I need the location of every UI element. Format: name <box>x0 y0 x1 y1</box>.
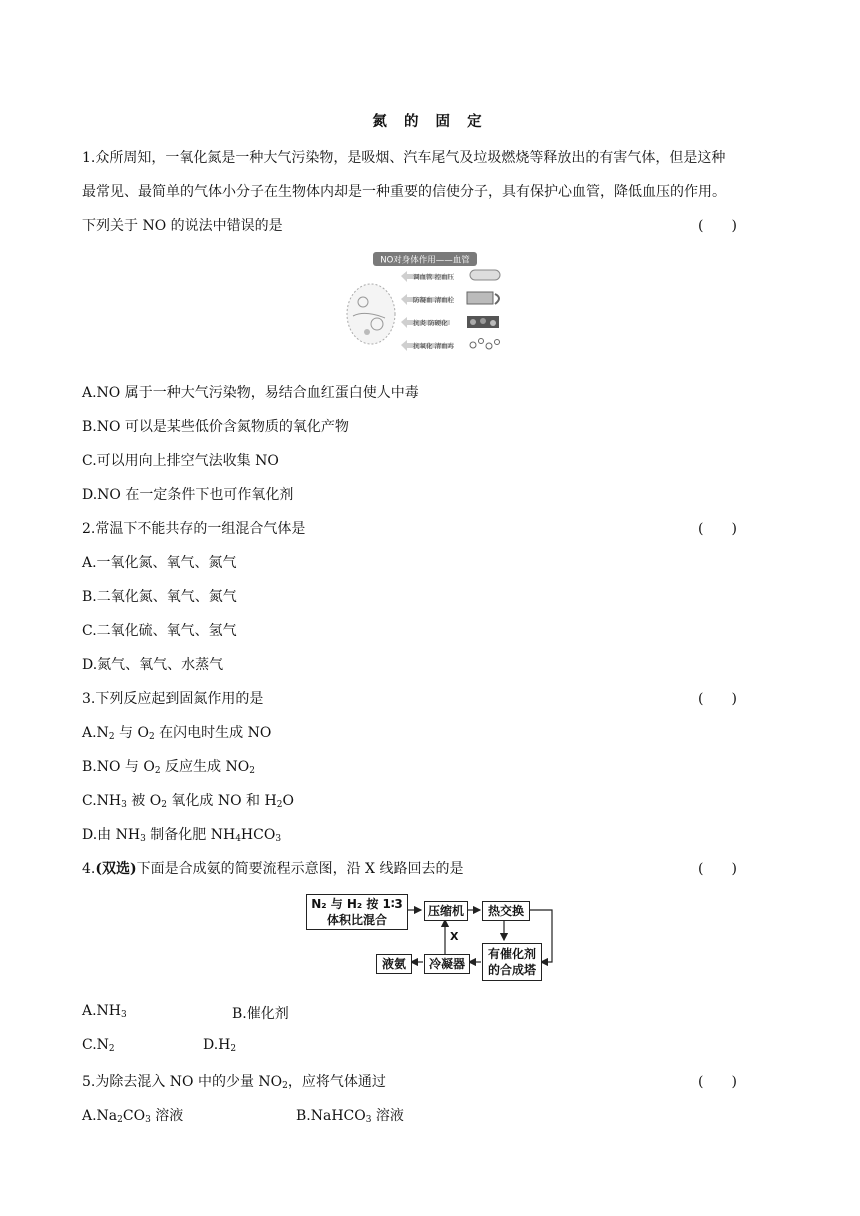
q1-option-d: D.NO 在一定条件下也可作氧化剂 <box>82 487 294 503</box>
q5-stem: 5.为除去混入 NO 中的少量 $NO_2$，应将气体通过 <box>82 1074 386 1091</box>
flow-box-heat-exchange: 热交换 <box>482 901 530 921</box>
q1-stem-line1: 1.众所周知，一氧化氮是一种大气污染物，是吸烟、汽车尾气及垃圾燃烧等释放出的有害气体，但是这种 <box>82 150 726 166</box>
q2-option-c: C.二氧化硫、氧气、氢气 <box>82 623 237 639</box>
q5-answer-blank: ( ) <box>698 1074 737 1090</box>
q1-option-a: A.NO 属于一种大气污染物，易结合血红蛋白使人中毒 <box>82 385 419 401</box>
q3-option-b: B.NO 与 $O_2$ 反应生成 $NO_2$ <box>82 759 255 776</box>
figure-row-3: 抗炎 防硬化 <box>413 319 448 327</box>
flow-box-synthesis-tower: 有催化剂 的合成塔 <box>482 943 542 981</box>
q1-stem-line2: 最常见、最简单的气体小分子在生物体内却是一种重要的信使分子，具有保护心血管，降低血压的作用。 <box>82 184 726 200</box>
q4-option-c: $C.N_2$ <box>82 1037 115 1054</box>
q3-option-c: $C.NH_3$ 被 $O_2$ 氧化成 NO 和 $H_2O$ <box>82 793 294 810</box>
q2-answer-blank: ( ) <box>698 521 737 537</box>
q3-stem: 3.下列反应起到固氮作用的是 <box>82 691 264 707</box>
figure-row-4: 抗氧化 清血毒 <box>413 342 455 350</box>
figure-row-2: 防凝血 清血栓 <box>413 296 455 304</box>
q2-option-b: B.二氧化氮、氧气、氮气 <box>82 589 237 605</box>
ammonia-synthesis-flowchart <box>300 888 560 988</box>
flow-box-condenser: 冷凝器 <box>424 954 470 974</box>
q4-option-a: $A.NH_3$ <box>82 1003 127 1020</box>
flow-box-liquid-ammonia: 液氨 <box>376 954 412 974</box>
q5-option-b: B.NaHCO$_3$ 溶液 <box>296 1108 404 1125</box>
q1-answer-blank: ( ) <box>698 218 737 234</box>
q4-stem: 4.(双选)下面是合成氨的简要流程示意图，沿 X 线路回去的是 <box>82 861 464 877</box>
flow-label-x: X <box>450 930 459 943</box>
q4-option-b: B.催化剂 <box>232 1006 289 1022</box>
q4-option-d: $D.H_2$ <box>203 1037 237 1054</box>
q2-option-a: A.一氧化氮、氧气、氮气 <box>82 555 237 571</box>
figure-header: NO对身体作用——血管 <box>380 255 470 266</box>
flow-box-compressor: 压缩机 <box>424 901 468 921</box>
page-title: 氮 的 固 定 <box>372 113 488 130</box>
flow-box-mixture: N₂ 与 H₂ 按 1∶3 体积比混合 <box>306 894 408 930</box>
q1-option-b: B.NO 可以是某些低价含氮物质的氧化产物 <box>82 419 349 435</box>
q3-option-a: $A.N_2$ 与 $O_2$ 在闪电时生成 NO <box>82 725 272 742</box>
q3-answer-blank: ( ) <box>698 691 737 707</box>
q2-option-d: D.氮气、氧气、水蒸气 <box>82 657 224 673</box>
q1-stem-line3: 下列关于 NO 的说法中错误的是 <box>82 218 283 234</box>
no-vessel-figure <box>345 252 505 352</box>
q2-stem: 2.常温下不能共存的一组混合气体是 <box>82 521 306 537</box>
q4-answer-blank: ( ) <box>698 861 737 877</box>
q5-option-a: $A.Na_2CO_3$ 溶液 <box>82 1108 184 1125</box>
figure-row-1: 调血管 控血压 <box>413 273 455 281</box>
q3-option-d: D.由 $NH_3$ 制备化肥 $NH_4HCO_3$ <box>82 827 282 844</box>
q1-option-c: C.可以用向上排空气法收集 NO <box>82 453 279 469</box>
